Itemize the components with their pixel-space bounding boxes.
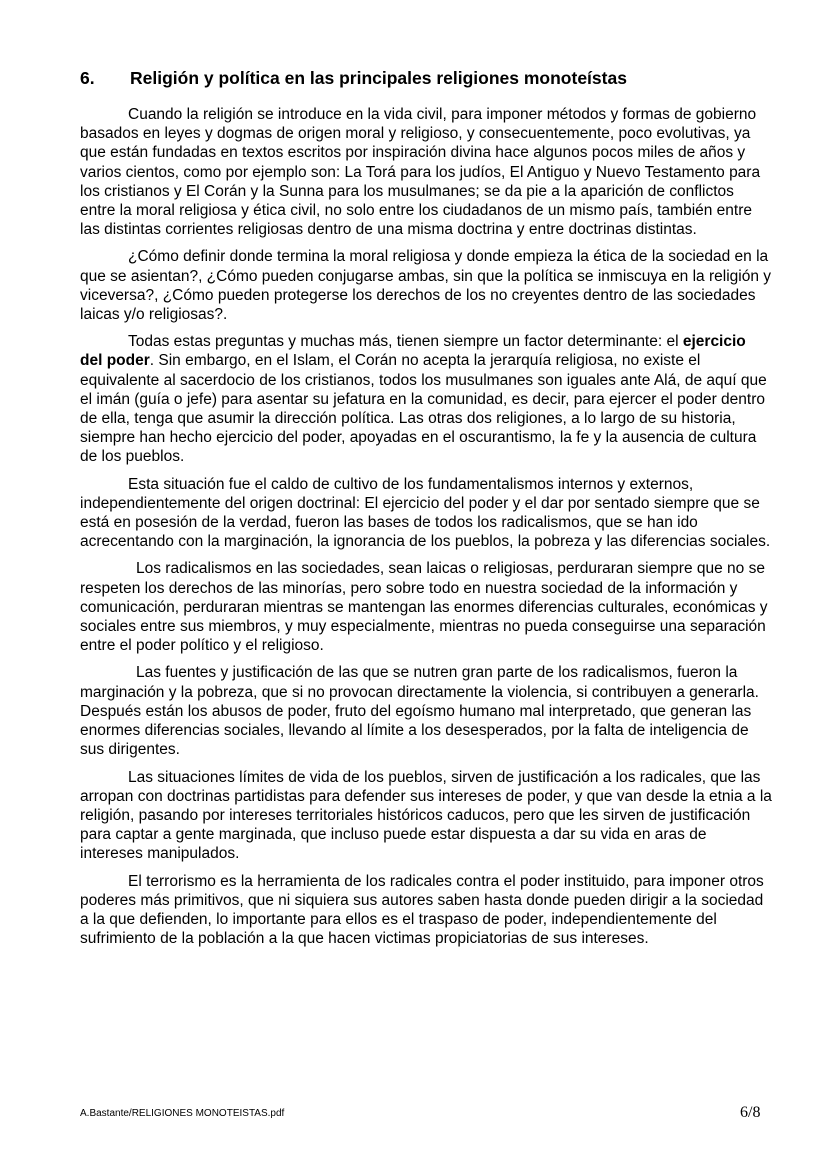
paragraph-7: Las situaciones límites de vida de los pueblos, sirven de justificación a los radicales, que las arropan con doctrinas partidistas para defender sus intereses de poder, y que van desde la etnia a la religión, pasando por intereses territoriales históricos caducos, pero que les sirven de justificación para captar a gente marginada, que incluso puede estar dispuesta a dar su vida en aras de intereses manipulados.: [80, 768, 772, 863]
emphasis-ejercicio-del-poder: ejercicio del poder: [80, 333, 746, 370]
page-number: 6/8: [740, 1104, 761, 1121]
footer-source: A.Bastante/RELIGIONES MONOTEISTAS.pdf: [80, 1108, 285, 1119]
paragraph-3-start: Todas estas preguntas y muchas más, tienen siempre un factor determinante: el: [128, 333, 683, 351]
section-title: Religión y política en las principales religiones monoteístas: [130, 68, 627, 88]
section-heading: [80, 66, 780, 90]
body-text: [80, 105, 772, 956]
paragraph-5: Los radicalismos en las sociedades, sean laicas o religiosas, perduraran siempre que no se respeten los derechos de las minorías, pero sobre todo en nuestra sociedad de la información y comunicación, perduraran mientras se mantengan las enormes diferencias culturales, económicas y sociales entre sus miembros, y muy especialmente, mientras no pueda conseguirse una separación entre el poder político y el religioso.: [80, 560, 768, 655]
paragraph-1: Cuando la religión se introduce en la vida civil, para imponer métodos y formas de gobierno basados en leyes y dogmas de origen moral y religioso, y consecuentemente, poco evolutivas, ya que están fundadas en textos escritos por inspiración divina hace algunos pocos miles de años y varios cientos, como por ejemplo son: La Torá para los judíos, El Antiguo y Nuevo Testamento para los cristianos y El Corán y la Sunna para los musulmanes; se da pie a la aparición de conflictos entre la moral religiosa y ética civil, no solo entre los ciudadanos de un mismo país, también entre las distintas corrientes religiosas dentro de una misma doctrina y entre doctrinas distintas.: [80, 106, 761, 239]
paragraph-8: El terrorismo es la herramienta de los radicales contra el poder instituido, para imponer otros poderes más primitivos, que ni siquiera sus autores saben hasta donde pueden dirigir a la sociedad a la que defienden, lo importante para ellos es el traspaso de poder, independientemente del sufrimiento de la población a la que hacen victimas propiciatorias de sus intereses.: [80, 872, 764, 948]
section-number: 6.: [80, 68, 95, 88]
paragraph-4: Esta situación fue el caldo de cultivo de los fundamentalismos internos y externos, independientemente del origen doctrinal: El ejercicio del poder y el dar por sentado siempre que se está en posesión de la verdad, fueron las bases de todos los radicalismos, que se han ido acrecentando con la marginación, la ignorancia de los pueblos, la pobreza y las diferencias sociales.: [80, 475, 771, 551]
paragraph-2: ¿Cómo definir donde termina la moral religiosa y donde empieza la ética de la sociedad en la que se asientan?, ¿Cómo pueden conjugarse ambas, sin que la política se inmiscuya en la religión y viceversa?, ¿Cómo pueden protegerse los derechos de los no creyentes dentro de las sociedades laicas y/o religiosas?.: [80, 248, 772, 324]
paragraph-6: Las fuentes y justificación de las que se nutren gran parte de los radicalismos, fueron la marginación y la pobreza, que si no provocan directamente la violencia, si contribuyen a generarla. Después están los abusos de poder, fruto del egoísmo humano mal interpretado, que generan las enormes diferencias sociales, llevando al límite a los desesperados, por la falta de inteligencia de sus dirigentes.: [80, 664, 759, 759]
paragraph-3-end: . Sin embargo, en el Islam, el Corán no acepta la jerarquía religiosa, no existe el equivalente al sacerdocio de los cristianos, todos los musulmanes son iguales ante Alá, de aquí que el imán (guía o jefe) para asentar su jefatura en la comunidad, es decir, para ejercer el poder dentro de ella, tenga que asumir la dirección política. Las otras dos religiones, a lo largo de su historia, siempre han hecho ejercicio del poder, apoyadas en el oscurantismo, la fe y la ausencia de cultura de los pueblos.: [80, 352, 767, 466]
paragraph-3: [80, 332, 772, 466]
